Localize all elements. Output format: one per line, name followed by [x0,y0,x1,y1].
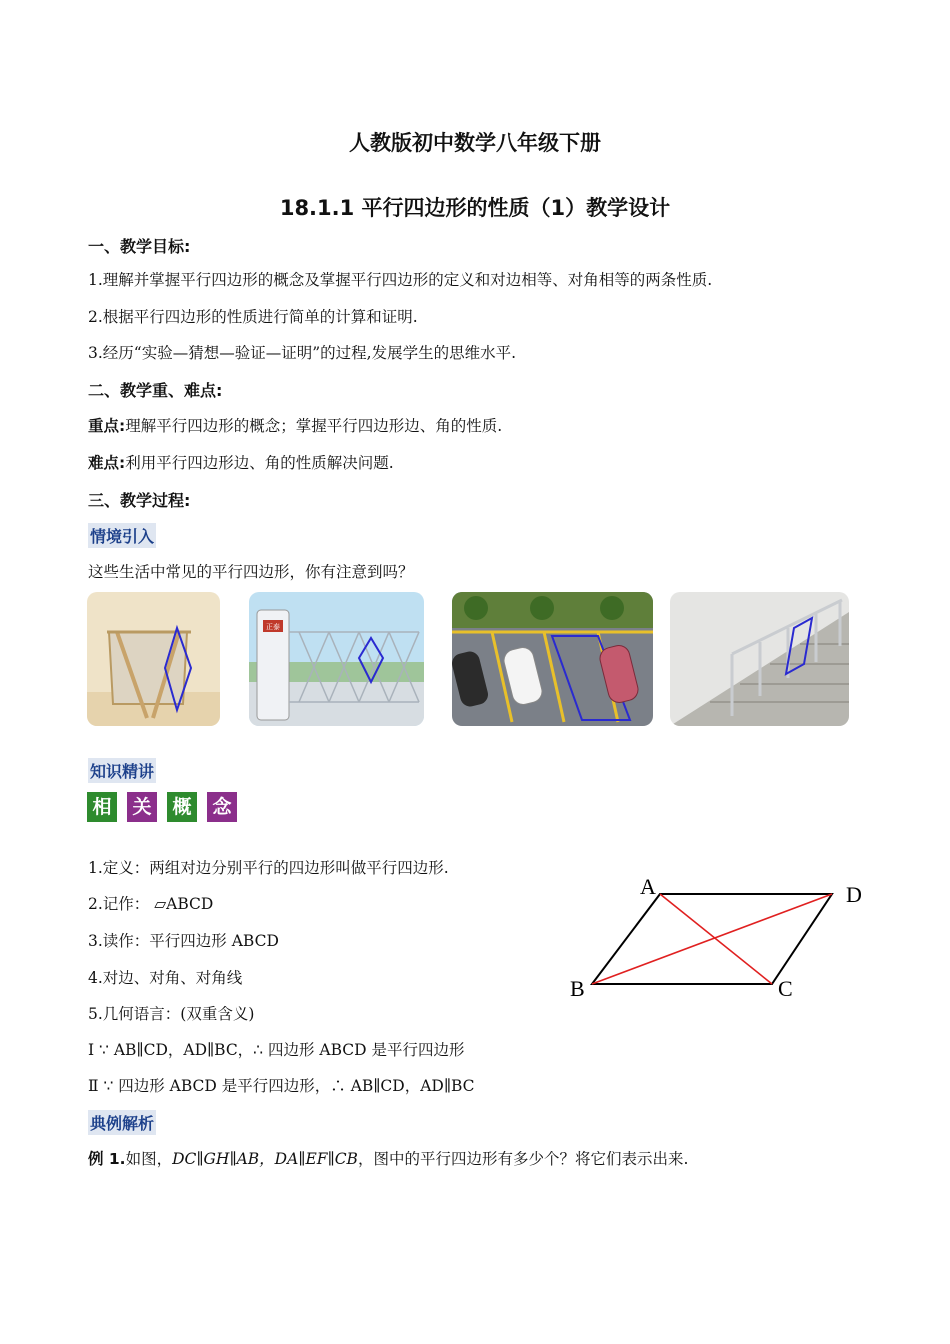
difficult-point-label: 难点: [88,454,126,472]
example-1-prefix: 例 1. [88,1150,126,1168]
document-subtitle: 18.1.1 平行四边形的性质（1）教学设计 [279,196,671,220]
objective-item-3: 3.经历“实验—猜想—验证—证明”的过程,发展学生的思维水平. [88,344,516,362]
concept-tag-2: 关 [127,792,157,822]
diagonal-ac [660,894,772,984]
parallelogram-diagram [560,866,880,1006]
concept-tag-3: 概 [167,792,197,822]
key-point-line [88,414,502,436]
process-heading: 三、教学过程: [88,491,191,510]
objective-item-1: 1.理解并掌握平行四边形的概念及掌握平行四边形的定义和对边相等、对角相等的两条性质. [88,271,713,289]
key-points-heading: 二、教学重、难点: [88,381,223,400]
vertex-label-d: D [846,882,862,907]
situation-label: 情境引入 [88,523,156,548]
geometry-statement-1: Ⅰ ∵ AB∥CD，AD∥BC，∴ 四边形 ABCD 是平行四边形 [88,1041,465,1059]
objectives-heading: 一、教学目标: [88,237,191,256]
document-title: 人教版初中数学八年级下册 [349,131,601,155]
example-1-condition: DC∥GH∥AB，DA∥EF∥CB [172,1150,358,1168]
key-point-label: 重点: [88,417,126,435]
elements-line: 4.对边、对角、对角线 [88,969,243,987]
key-point-text: 理解平行四边形的概念；掌握平行四边形边、角的性质. [125,417,503,435]
situation-text: 这些生活中常见的平行四边形，你有注意到吗？ [88,563,414,581]
difficult-point-text: 利用平行四边形边、角的性质解决问题. [125,454,394,472]
definition-line: 1.定义：两组对边分别平行的四边形叫做平行四边形. [88,859,449,877]
laundry-basket-photo [87,592,220,726]
vertex-label-b: B [570,976,585,1001]
staircase-railing-photo [670,592,849,726]
parking-lot-photo [452,592,653,726]
example-label: 典例解析 [88,1110,156,1135]
concept-tag-4: 念 [207,792,237,822]
vertex-label-c: C [778,976,793,1001]
example-1-line [88,1147,688,1169]
difficult-point-line [88,451,394,473]
parallelogram-symbol: ▱ [154,895,167,913]
gate-sign-text: 正泰 [266,623,280,631]
vertex-label-a: A [640,874,656,899]
knowledge-label: 知识精讲 [88,758,156,783]
reading-line: 3.读作：平行四边形 ABCD [88,932,279,950]
concept-tag-1: 相 [87,792,117,822]
example-1-question: ，图中的平行四边形有多少个？将它们表示出来. [357,1150,689,1168]
notation-text: ABCD [166,895,214,913]
geometry-language-line: 5.几何语言：(双重含义) [88,1005,255,1023]
notation-line [88,892,213,914]
diagonal-bd [592,894,832,984]
example-1-lead: 如图， [125,1150,173,1168]
objective-item-2: 2.根据平行四边形的性质进行简单的计算和证明. [88,308,418,326]
retractable-gate-photo [249,592,424,726]
geometry-statement-2: Ⅱ ∵ 四边形 ABCD 是平行四边形，∴ AB∥CD，AD∥BC [88,1077,475,1095]
notation-label: 2.记作： [88,895,150,913]
